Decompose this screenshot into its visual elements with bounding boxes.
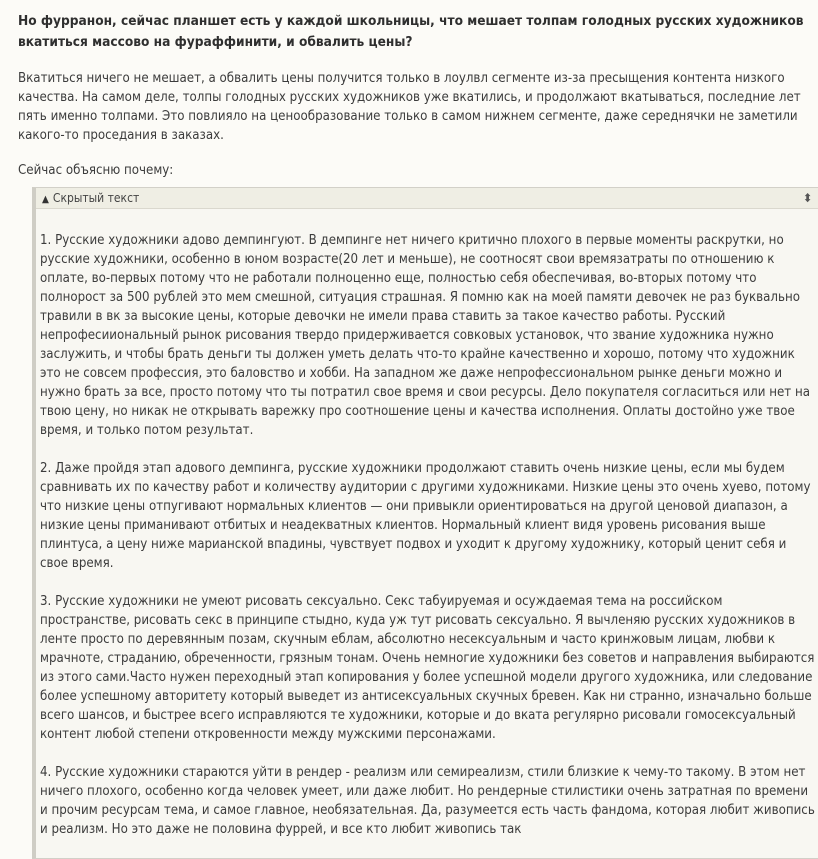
spoiler-toggle-header[interactable] [36, 188, 818, 209]
expand-toggle-icon[interactable]: ⬍ [802, 191, 812, 205]
point-2: 2. Даже пройдя этап адового демпинга, русские художники продолжают ставить очень низкие цены, если мы будем сравнивать их по качеству работ и количеству аудитории с другими художниками. Низкие цены это очень хуево, потому что низкие цены отпугивают нормальных клиентов — они привыкли ориентироваться на другой ценовой диапазон, а низкие цены приманивают отбитых и неадекватных клиентов. Нормальный клиент видя уровень рисования выше плинтуса, а цену ниже марианской впадины, чувствует подвох и уходит к другому художнику, который ценит себя и свое время. [40, 461, 811, 571]
point-4: 4. Русские художники стараются уйти в рендер - реализм или семиреализм, стили близкие к чему-то такому. В этом нет ничего плохого, особенно когда человек умеет, или даже любит. Но рендерные стилистики очень затратная по времени и прочим ресурсам тема, и самое главное, необязательная. Да, разумеется есть часть фандома, которая любит живопись и реализм. Но это даже не половина фуррей, и все кто любит живопись так [40, 765, 815, 837]
spoiler-title: Скрытый текст [52, 191, 140, 205]
collapse-arrow-icon: ▲ [42, 194, 49, 205]
point-3: 3. Русские художники не умеют рисовать сексуально. Секс табуируемая и осуждаемая тема на российском пространстве, рисовать секс в принципе стыдно, куда уж тут рисовать сексуально. Я вычленяю русских художников в ленте просто по деревянным позам, скучным еблам, абсолютно несексуальным и часто кринжовым лицам, любви к мрачноте, страданию, обреченности, грязным тонам. Очень немногие художники без советов и направления выбираются из этого сами.Часто нужен переходный этап копирования у более успешной модели другого художника, или следование более успешному авторитету который выведет из антисексуальных скучных бревен. Как ни странно, изначально больше всего шансов, и быстрее всего исправляются те художники, которые и до вката регулярно рисовали гомосексуальный контент любой степени откровенности между мужскими персонажами. [40, 594, 815, 742]
spoiler-body [36, 209, 818, 839]
explain-line: Сейчас объясню почему: [18, 163, 174, 178]
spoiler-block [32, 187, 818, 859]
question-heading: Но фурранон, сейчас планшет есть у каждой школьницы, что мешает толпам голодных русских художников вкатиться массово на фураффинити, и обвалить цены? [18, 13, 804, 50]
point-1: 1. Русские художники адово демпингуют. В демпинге нет ничего критично плохого в первые моменты раскрутки, но русские художники, особенно в юном возрасте(20 лет и меньше), не соотносят свои времязатраты по отношению к оплате, во-первых потому что не работали полноценно еще, полностью себя обеспечивая, во-вторых потому что полнорост за 500 рублей это мем смешной, ситуация страшная. Я помню как на моей памяти девочек не раз буквально травили в вк за высокие цены, которые девочки не имели права ставить за такое качество работы. Русский непрофесииональный рынок рисования твердо придерживается совковых установок, что звание художника нужно заслужить, и чтобы брать деньги ты должен уметь делать что-то крайне качественно и хорошо, потому что художник это не совсем профессия, это баловство и хобби. На западном же даже непрофессиональном рынке деньги можно и нужно брать за все, просто потому что ты потратил свое время и свои ресурсы. Дело покупателя согласиться или нет на твою цену, но никак не открывать варежку про соотношение цены и качества исполнения. Оплаты достойно уже твое время, и только потом результат. [40, 233, 811, 438]
intro-paragraph: Вкатиться ничего не мешает, а обвалить цены получится только в лоулвл сегменте из-за пресыщения контента низкого качества. На самом деле, толпы голодных русских художников уже вкатились, и продолжают вкатываться, последние лет пять именно толпами. Это повлияло на ценообразование только в самом нижнем сегменте, даже середнячки не заметили какого-то проседания в заказах. [18, 71, 801, 143]
